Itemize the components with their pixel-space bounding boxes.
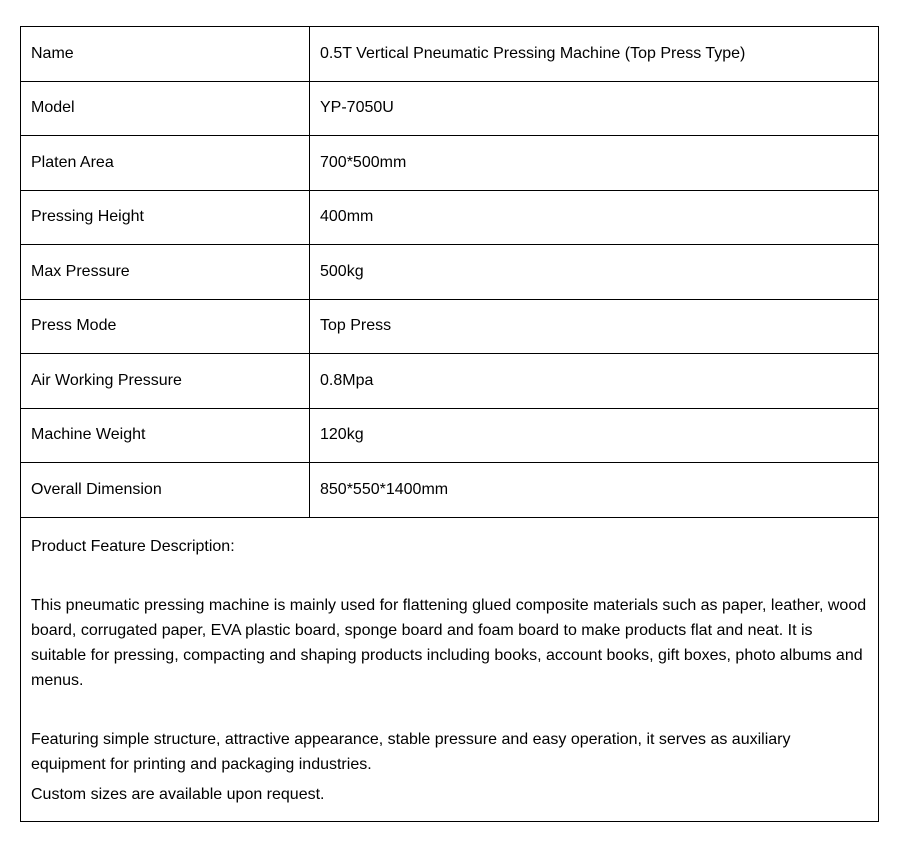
spec-value: 500kg — [310, 245, 879, 300]
spec-label: Pressing Height — [21, 190, 310, 245]
spec-label: Max Pressure — [21, 245, 310, 300]
description-paragraph: This pneumatic pressing machine is mainly used for flattening glued composite materials such as paper, leather, wood board, corrugated paper, EVA plastic board, sponge board and foam board to make products flat and neat. It is suitable for pressing, compacting and shaping products including books, account books, gift boxes, photo albums and menus. — [31, 596, 867, 689]
spec-value: 850*550*1400mm — [310, 463, 879, 518]
table-row — [21, 136, 879, 191]
spec-value: 0.8Mpa — [310, 354, 879, 409]
spec-value: 120kg — [310, 408, 879, 463]
table-row — [21, 408, 879, 463]
spec-value: 700*500mm — [310, 136, 879, 191]
table-row — [21, 354, 879, 409]
spec-label: Press Mode — [21, 299, 310, 354]
spec-value: YP-7050U — [310, 81, 879, 136]
table-row — [21, 299, 879, 354]
table-row — [21, 190, 879, 245]
description-paragraph: Custom sizes are available upon request. — [31, 785, 325, 803]
table-row — [21, 245, 879, 300]
description-heading: Product Feature Description: — [31, 537, 235, 555]
spec-label: Platen Area — [21, 136, 310, 191]
description-cell — [21, 517, 879, 821]
spec-value: 400mm — [310, 190, 879, 245]
table-row — [21, 81, 879, 136]
table-row — [21, 463, 879, 518]
spec-label: Overall Dimension — [21, 463, 310, 518]
spec-label: Model — [21, 81, 310, 136]
description-row — [21, 517, 879, 821]
spec-table — [20, 26, 879, 822]
table-row — [21, 27, 879, 82]
spec-label: Machine Weight — [21, 408, 310, 463]
spec-value: 0.5T Vertical Pneumatic Pressing Machine (Top Press Type) — [310, 27, 879, 82]
spec-label: Name — [21, 27, 310, 82]
description-paragraph: Featuring simple structure, attractive appearance, stable pressure and easy operation, it serves as auxiliary equipment for printing and packaging industries. — [31, 730, 791, 773]
spec-value: Top Press — [310, 299, 879, 354]
spec-label: Air Working Pressure — [21, 354, 310, 409]
